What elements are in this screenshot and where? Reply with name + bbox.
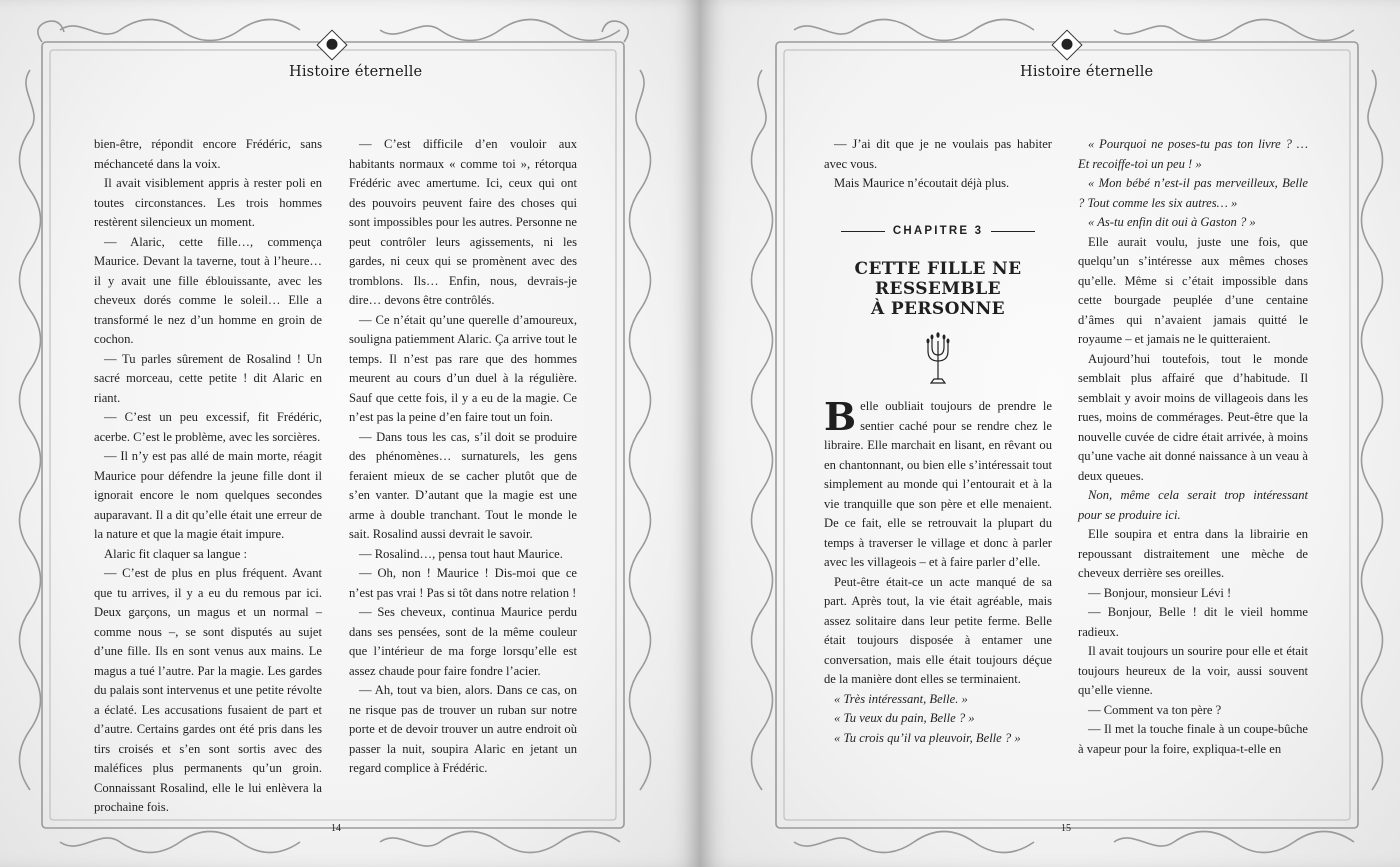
- paragraph: Elle soupira et entra dans la librairie en repoussant distraitement une mèche de cheveux derrière ses oreilles.: [1078, 527, 1308, 580]
- paragraph: — C’est de plus en plus fréquent. Avant que tu arrives, il y a eu du remous par ici. Deux garçons, un magus et un normal – comme nous –, se sont disputés au sujet d’une fille. Ils en sont venus aux mains. Le magus a tué l’autre. Par la magie. Les gardes du palais sont intervenus et une petite révolte a éclaté. Les accusations fusaient de part et d’autre. Certains gardes ont été pris dans les tirs croisés et s’en sont sortis avec des maléfices plus permanents qu’un groin. Connaissant Rosalind, elle le lui enlèvera la prochaine fois.: [94, 566, 322, 814]
- paragraph: Elle aurait voulu, juste une fois, que quelqu’un s’intéresse aux mêmes choses qu’elle. Même si c’était impossible dans cette bourgade peuplée d’une centaine d’âmes qui n’avaient jamais quitté le royaume – et jamais ne le quitteraient.: [1078, 234, 1308, 346]
- chapter-label: [824, 222, 1052, 242]
- chapter-title: [824, 259, 1052, 319]
- paragraph: — Ah, tout va bien, alors. Dans ce cas, on ne risque pas de trouver un ruban sur notre porte et de devoir trouver un autre endroit où passer la nuit, soupira Alaric en jetant un regard complice à Frédéric.: [349, 683, 577, 775]
- paragraph: — Il met la touche finale à un coupe-bûche à vapeur pour la foire, expliqua-t-elle en: [1078, 722, 1308, 756]
- chapter-number: CHAPITRE 3: [892, 224, 984, 237]
- paragraph: — Ses cheveux, continua Maurice perdu dans ses pensées, sont de la même couleur que l’intérieur de ma forge lorsqu’elle est assez chaude pour faire fondre l’acier.: [349, 605, 577, 678]
- paragraph: « Mon bébé n’est-il pas merveilleux, Belle ? Tout comme les six autres… »: [1078, 176, 1308, 210]
- running-head: Histoire éternelle: [1020, 64, 1154, 80]
- paragraph: « Tu crois qu’il va pleuvoir, Belle ? »: [834, 730, 1021, 745]
- paragraph: Non, même cela serait trop intéressant pour se produire ici.: [1078, 488, 1308, 522]
- paragraph: — J’ai dit que je ne voulais pas habiter avec vous.: [824, 137, 1052, 171]
- paragraph: « Très intéressant, Belle. »: [834, 691, 968, 706]
- paragraph: — Rosalind…, pensa tout haut Maurice.: [359, 546, 563, 561]
- rose-diamond-icon: [1051, 29, 1082, 60]
- paragraph: — C’est difficile d’en vouloir aux habitants normaux « comme toi », rétorqua Frédéric avec amertume. Ici, ceux qui ont des pouvoirs peuvent faire des choses qui sont impossibles pour les autres. Personne ne peut contrôler leurs agissements, ni les gardes, ni ceux qui se promènent avec des tromblons. Ils… Enfin, nous, devrais-je dire… devons être contrôlés.: [349, 137, 577, 307]
- paragraph: « Pourquoi ne poses-tu pas ton livre ? … Et recoiffe-toi un peu ! »: [1078, 137, 1308, 171]
- paragraph: — Dans tous les cas, s’il doit se produire des phénomènes… surnaturels, les gens feraient mieux de se cacher plutôt que de s’en vanter. D’autant que la magie est une arme à double tranchant. Tout le monde le sait. Rosalind aussi devrait le savoir.: [349, 429, 577, 541]
- right-page: [700, 0, 1400, 867]
- paragraph: — Comment va ton père ?: [1088, 702, 1222, 717]
- paragraph: — Bonjour, Belle ! dit le vieil homme radieux.: [1078, 605, 1308, 639]
- left-column-1: [94, 135, 322, 818]
- closing-lines: [824, 573, 1052, 749]
- paragraph: — Bonjour, monsieur Lévi !: [1088, 585, 1232, 600]
- paragraph: — Oh, non ! Maurice ! Dis-moi que ce n’est pas vrai ! Pas si tôt dans notre relation !: [349, 566, 577, 600]
- paragraph: Peut-être était-ce un acte manqué de sa part. Après tout, la vie était agréable, mais assez solitaire dans leur petite ferme. Belle était toujours disposée à entamer une conversation, mais elle était toujours déçue de la manière dont elles se terminaient.: [824, 574, 1052, 686]
- paragraph: Aujourd’hui toutefois, tout le monde semblait plus affairé que d’habitude. Il semblait y avoir moins de villageois dans les rues, moins de commérages. Peut-être que la nouvelle cuvée de cidre était arrivée, à moins qu’une vache ait donné naissance à un veau à deux queues.: [1078, 351, 1308, 483]
- page-number: 15: [1061, 823, 1071, 834]
- chapter-title-line-1: CETTE FILLE NE RESSEMBLE: [854, 259, 1022, 299]
- drop-cap: B: [824, 394, 857, 439]
- first-paragraph-text: elle oubliait toujours de prendre le sentier caché pour se rendre chez le libraire. Elle marchait en lisant, en rêvant ou en chantonnant, ou bien elle s’intéressait tout simplement au monde qui l’entourait et à la vie tranquille que son père et elle menaient. De ce fait, elle se retrouvait la plupart du temps à traverser le village et donc à parler avec les villageois – et à faire parler d’elle.: [824, 399, 1052, 569]
- chapter-first-paragraph: [824, 394, 1052, 573]
- paragraph: bien-être, répondit encore Frédéric, sans méchanceté dans la voix.: [94, 137, 322, 171]
- candelabra-icon: [923, 331, 953, 387]
- left-column-2: [349, 135, 577, 779]
- paragraph: — Il n’y est pas allé de main morte, réagit Maurice pour défendre la jeune fille dont il ignorait encore le nom quelques secondes auparavant. Il a dit qu’elle était une erreur de la nature et que la magie était impure.: [94, 449, 322, 541]
- chapter-rule-right: [991, 231, 1035, 232]
- page-number: 14: [331, 823, 341, 834]
- paragraph: Il avait visiblement appris à rester poli en toutes circonstances. Les trois hommes restèrent silencieux un moment.: [94, 176, 322, 229]
- right-column-1: [824, 135, 1052, 748]
- paragraph: — C’est un peu excessif, fit Frédéric, acerbe. C’est le problème, avec les sorcières.: [94, 410, 322, 444]
- paragraph: « As-tu enfin dit oui à Gaston ? »: [1088, 215, 1256, 229]
- paragraph: — Ce n’était qu’une querelle d’amoureux, souligna patiemment Alaric. Ça arrive tout le temps. Il n’est pas rare que des hommes meurent au cours d’un duel à la régulière. Sauf que cette fois, il y a eu de la magie. Ce n’est pas la peine d’en faire tout un foin.: [349, 312, 577, 424]
- right-column-2: [1078, 135, 1308, 759]
- opening-lines: [824, 135, 1052, 194]
- paragraph: « Tu veux du pain, Belle ? »: [834, 711, 975, 725]
- chapter-title-line-2: À PERSONNE: [870, 299, 1006, 319]
- paragraph: — Alaric, cette fille…, commença Maurice. Devant la taverne, tout à l’heure… il y avait une fille éblouissante, avec les cheveux dorés comme le soleil… Elle a transformé le nez d’un homme en groin de cochon.: [94, 234, 322, 346]
- paragraph: Alaric fit claquer sa langue :: [104, 546, 248, 561]
- chapter-rule-left: [841, 231, 885, 232]
- running-head: Histoire éternelle: [289, 64, 423, 80]
- paragraph: — Tu parles sûrement de Rosalind ! Un sacré morceau, cette petite ! dit Alaric en riant.: [94, 351, 322, 405]
- rose-diamond-icon: [316, 29, 347, 60]
- paragraph: Mais Maurice n’écoutait déjà plus.: [834, 176, 1010, 190]
- paragraph: Il avait toujours un sourire pour elle et était toujours heureux de la voir, aussi souvent qu’elle vienne.: [1078, 644, 1308, 697]
